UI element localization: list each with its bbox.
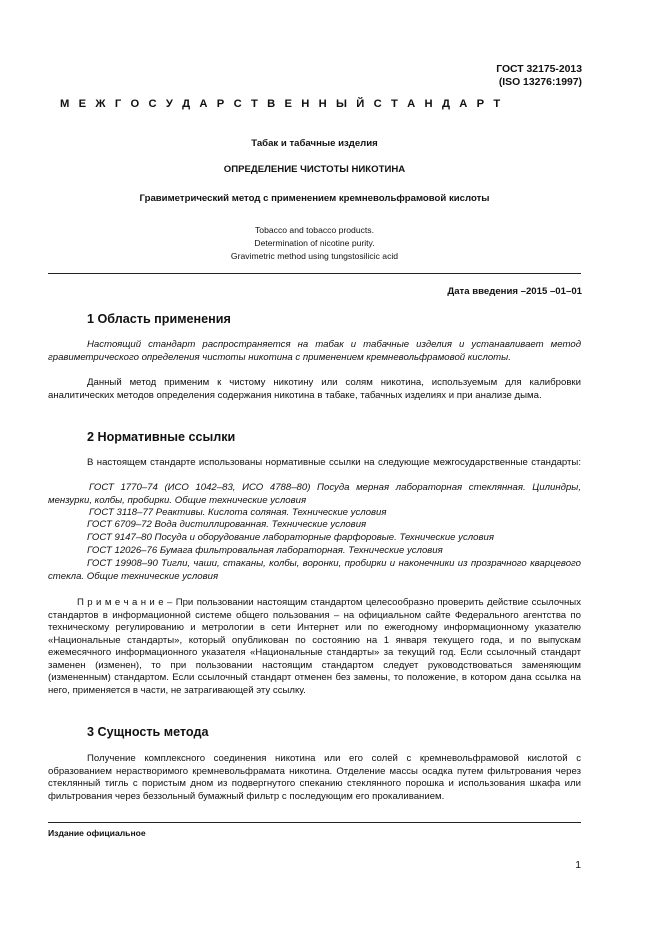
title-ru-3: Гравиметрический метод с применением кремневольфрамовой кислоты [139, 193, 490, 204]
edition-label: Издание официальное [48, 828, 146, 838]
standard-banner: М Е Ж Г О С У Д А Р С Т В Е Н Н Ы Й С Т А Н Д А Р Т [60, 98, 502, 110]
ref-item: ГОСТ 12026–76 Бумага фильтровальная лабораторная. Технические условия [87, 545, 443, 556]
ref-item: ГОСТ 19908–90 Тигли, чаши, стаканы, колбы, воронки, пробирки и наконечники из прозрачного кварцевого стекла. Общие технические условия [48, 558, 581, 582]
note-label: П р и м е ч а н и е [77, 597, 164, 608]
section-2-heading: 2 Нормативные ссылки [87, 430, 236, 444]
title-divider [48, 273, 581, 274]
section-2-intro-line-1 [48, 457, 581, 470]
title-ru-1: Табак и табачные изделия [251, 138, 378, 149]
note-text: – При пользовании настоящим стандартом целесообразно проверить действие ссылочных стандартов в информационной системе общего пользования – на официальном сайте Федерального агентства по техническому регулированию и метрологии в сети Интернет или по ежегодному информационному указателю «Национальные стандарты», который опубликован по состоянию на 1 января текущего года, и по выпускам ежемесячного информационного указателя «Национальные стандарты» за текущий год. Если ссылочный стандарт заменен (изменен), то при пользовании настоящим стандартом следует руководствоваться заменяющим (измененным) стандартом. Если ссылочный стандарт отменен без замены, то положение, в котором дана ссылка на него, применяется в части, не затрагивающей эту ссылку. [48, 597, 581, 696]
ref-item: ГОСТ 3118–77 Реактивы. Кислота соляная. Технические условия [89, 507, 387, 518]
section-1-paragraph-1 [48, 339, 581, 364]
title-en-3: Gravimetric method using tungstosilicic acid [230, 251, 399, 261]
title-ru-2: ОПРЕДЕЛЕНИЕ ЧИСТОТЫ НИКОТИНА [223, 164, 406, 175]
standard-number: ГОСТ 32175-2013 [496, 64, 582, 75]
title-en-2: Determination of nicotine purity. [254, 238, 375, 248]
section-3-heading: 3 Сущность метода [87, 725, 209, 739]
section-2-intro: В настоящем стандарте использованы нормативные ссылки на следующие межгосударственные стандарты: [87, 457, 581, 468]
page-number: 1 [575, 860, 581, 871]
ref-item: ГОСТ 9147–80 Посуда и оборудование лабораторные фарфоровые. Технические условия [87, 532, 494, 543]
ref-item: ГОСТ 6709–72 Вода дистиллированная. Технические условия [87, 519, 367, 530]
ref-item: ГОСТ 1770–74 (ИСО 1042–83, ИСО 4788–80) Посуда мерная лабораторная стеклянная. Цилиндры, мензурки, колбы, пробирки. Общие технические условия [48, 482, 581, 506]
iso-number: (ISO 13276:1997) [498, 77, 582, 88]
note-paragraph [48, 597, 581, 697]
section-1-paragraph-2: Данный метод применим к чистому никотину или солям никотина, используемым для калибровки аналитических методов определения содержания никотина в табаке, табачных изделиях и при анализе дыма. [48, 377, 581, 401]
section-1-heading: 1 Область применения [87, 312, 231, 326]
title-en-1: Tobacco and tobacco products. [255, 225, 374, 235]
footer-divider [48, 822, 581, 823]
section-1-p1-text: Настоящий стандарт распространяется на табак и табачные изделия и устанавливает метод гравиметрического определения чистоты никотина с применением кремневольфрамовой кислоты. [48, 339, 581, 363]
section-3-paragraph: Получение комплексного соединения никотина или его солей с кремневольфрамовой кислотой с образованием нерастворимого кремневольфрамата никотина. Отделение массы осадка путем фильтрования через стеклянный тигль с пористым дном из подвергнутого спеканию стеклянного порошка и использования шкафа или фильтрования через беззольный бумажный фильтр с последующим его прокаливанием. [48, 753, 581, 802]
effective-date: Дата введения –2015 –01–01 [447, 286, 582, 297]
